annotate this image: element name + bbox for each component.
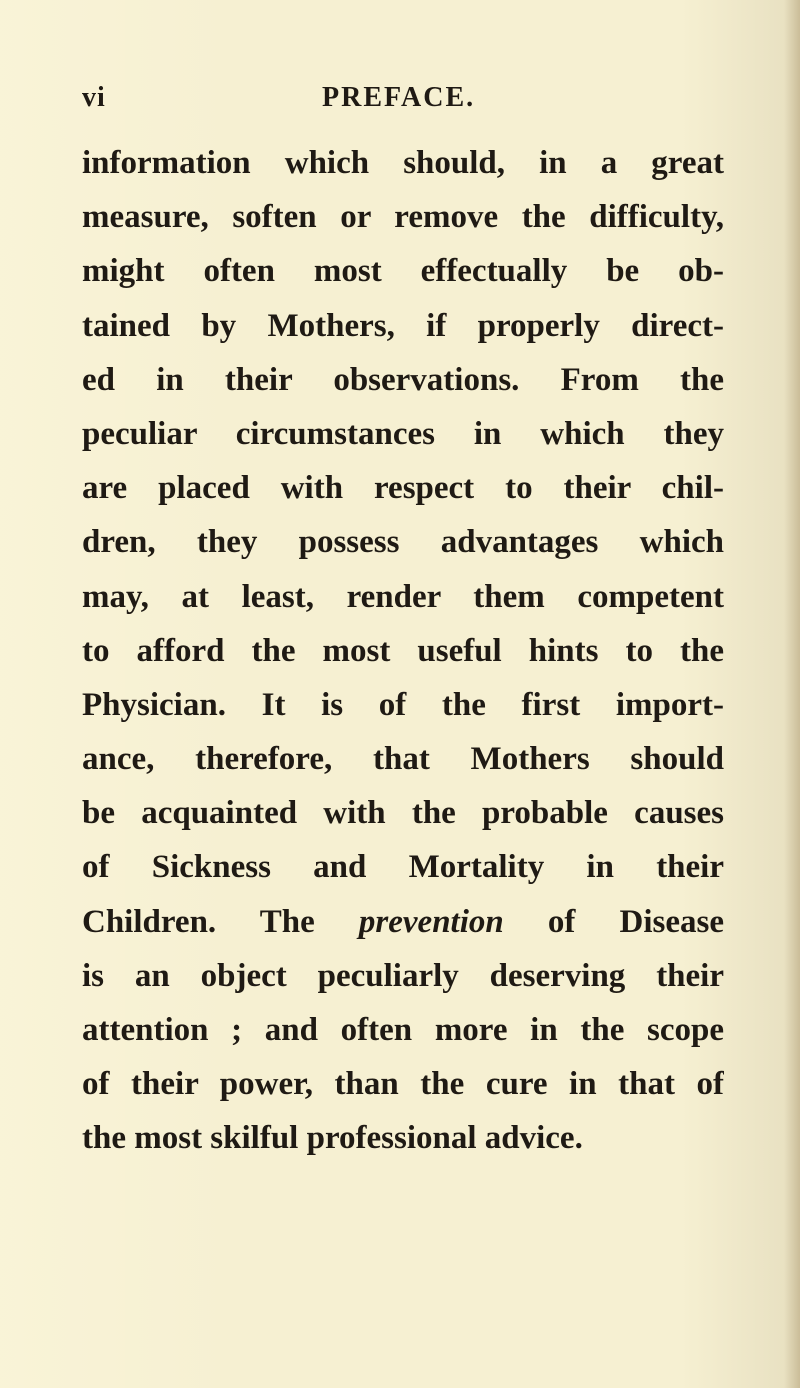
text-line: is an object peculiarly deserving their xyxy=(82,957,724,994)
text-line: measure, soften or remove the difficulty, xyxy=(82,199,724,236)
running-head-title: PREFACE. xyxy=(322,82,476,113)
text-line: tained by Mothers, if properly direct- xyxy=(82,307,724,344)
text-line-with-italic xyxy=(82,895,724,949)
text-line: be acquainted with the probable causes xyxy=(82,795,724,832)
text-span: Children. The xyxy=(82,903,359,940)
text-line: Physician. It is of the first import- xyxy=(82,686,724,723)
text-line: might often most effectually be ob- xyxy=(82,253,724,290)
text-line: of their power, than the cure in that of xyxy=(82,1066,724,1103)
text-line: of Sickness and Mortality in their xyxy=(82,849,724,886)
page-edge-shadow xyxy=(784,0,800,1388)
text-span: of Disease xyxy=(503,903,724,940)
text-line: dren, they possess advantages which xyxy=(82,524,724,561)
text-line: attention ; and often more in the scope xyxy=(82,1012,724,1048)
text-line: information which should, in a great xyxy=(82,145,724,181)
text-line: ance, therefore, that Mothers should xyxy=(82,741,724,778)
preface-text xyxy=(82,136,724,1166)
text-line: peculiar circumstances in which they xyxy=(82,415,724,452)
page-number: vi xyxy=(82,82,106,113)
text-line: are placed with respect to their chil- xyxy=(82,470,724,507)
text-line: the most skilful professional advice. xyxy=(82,1120,583,1157)
running-head xyxy=(82,82,742,112)
text-line: ed in their observations. From the xyxy=(82,361,724,398)
italic-word: prevention xyxy=(358,903,504,940)
text-line: to afford the most useful hints to the xyxy=(82,632,724,669)
text-line: may, at least, render them competent xyxy=(82,578,724,615)
